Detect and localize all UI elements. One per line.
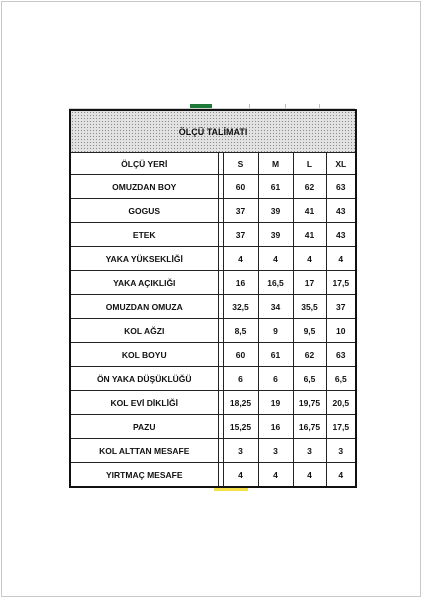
value-s: 37 (223, 223, 258, 247)
value-xl: 37 (326, 295, 356, 319)
table-row (70, 271, 356, 295)
measure-label: YIRTMAÇ MESAFE (70, 463, 218, 488)
value-l: 17 (293, 271, 326, 295)
value-m: 4 (258, 463, 293, 488)
header-measure-point: ÖLÇÜ YERİ (70, 153, 218, 175)
measure-label: KOL EVİ DİKLİĞİ (70, 391, 218, 415)
value-xl: 63 (326, 175, 356, 199)
value-s: 3 (223, 439, 258, 463)
measure-label: YAKA AÇIKLIĞI (70, 271, 218, 295)
value-m: 16 (258, 415, 293, 439)
size-chart-sheet (69, 104, 355, 495)
table-row (70, 319, 356, 343)
measure-label: KOL AĞZI (70, 319, 218, 343)
measure-label: ÖN YAKA DÜŞÜKLÜĞÜ (70, 367, 218, 391)
value-xl: 20,5 (326, 391, 356, 415)
table-row (70, 415, 356, 439)
value-l: 19,75 (293, 391, 326, 415)
value-l: 62 (293, 343, 326, 367)
value-m: 16,5 (258, 271, 293, 295)
value-m: 9 (258, 319, 293, 343)
value-m: 61 (258, 343, 293, 367)
table-row (70, 343, 356, 367)
value-s: 18,25 (223, 391, 258, 415)
measure-label: ETEK (70, 223, 218, 247)
value-s: 60 (223, 343, 258, 367)
value-m: 39 (258, 199, 293, 223)
value-l: 6,5 (293, 367, 326, 391)
value-l: 41 (293, 199, 326, 223)
header-size-s: S (223, 153, 258, 175)
table-row (70, 439, 356, 463)
value-m: 6 (258, 367, 293, 391)
value-m: 61 (258, 175, 293, 199)
value-xl: 3 (326, 439, 356, 463)
measure-label: KOL BOYU (70, 343, 218, 367)
table-row (70, 223, 356, 247)
table-row (70, 199, 356, 223)
value-m: 19 (258, 391, 293, 415)
measure-label: OMUZDAN BOY (70, 175, 218, 199)
value-s: 4 (223, 247, 258, 271)
value-s: 15,25 (223, 415, 258, 439)
value-l: 62 (293, 175, 326, 199)
value-s: 6 (223, 367, 258, 391)
sheet-top-edge (69, 104, 355, 109)
header-size-xl: XL (326, 153, 356, 175)
header-size-l: L (293, 153, 326, 175)
value-xl: 43 (326, 199, 356, 223)
measure-label: GOGUS (70, 199, 218, 223)
value-m: 4 (258, 247, 293, 271)
value-xl: 6,5 (326, 367, 356, 391)
value-xl: 4 (326, 247, 356, 271)
table-row (70, 295, 356, 319)
value-s: 16 (223, 271, 258, 295)
measure-label: OMUZDAN OMUZA (70, 295, 218, 319)
table-title: ÖLÇÜ TALİMATI (70, 110, 356, 153)
header-size-m: M (258, 153, 293, 175)
table-row (70, 367, 356, 391)
value-xl: 43 (326, 223, 356, 247)
sheet-bottom-edge (69, 488, 355, 495)
value-l: 9,5 (293, 319, 326, 343)
value-m: 39 (258, 223, 293, 247)
table-row (70, 247, 356, 271)
measure-label: PAZU (70, 415, 218, 439)
value-xl: 4 (326, 463, 356, 488)
size-chart-table (69, 109, 357, 488)
value-xl: 10 (326, 319, 356, 343)
cell-highlight-marker (214, 488, 248, 491)
measure-label: YAKA YÜKSEKLİĞİ (70, 247, 218, 271)
value-m: 34 (258, 295, 293, 319)
value-xl: 63 (326, 343, 356, 367)
value-l: 4 (293, 247, 326, 271)
value-s: 60 (223, 175, 258, 199)
value-s: 4 (223, 463, 258, 488)
header-row (70, 153, 356, 175)
value-xl: 17,5 (326, 271, 356, 295)
table-row (70, 175, 356, 199)
measure-label: KOL ALTTAN MESAFE (70, 439, 218, 463)
value-l: 3 (293, 439, 326, 463)
value-l: 35,5 (293, 295, 326, 319)
value-l: 16,75 (293, 415, 326, 439)
value-s: 8,5 (223, 319, 258, 343)
value-s: 37 (223, 199, 258, 223)
value-s: 32,5 (223, 295, 258, 319)
table-row (70, 391, 356, 415)
table-row (70, 463, 356, 488)
value-xl: 17,5 (326, 415, 356, 439)
value-m: 3 (258, 439, 293, 463)
value-l: 41 (293, 223, 326, 247)
value-l: 4 (293, 463, 326, 488)
